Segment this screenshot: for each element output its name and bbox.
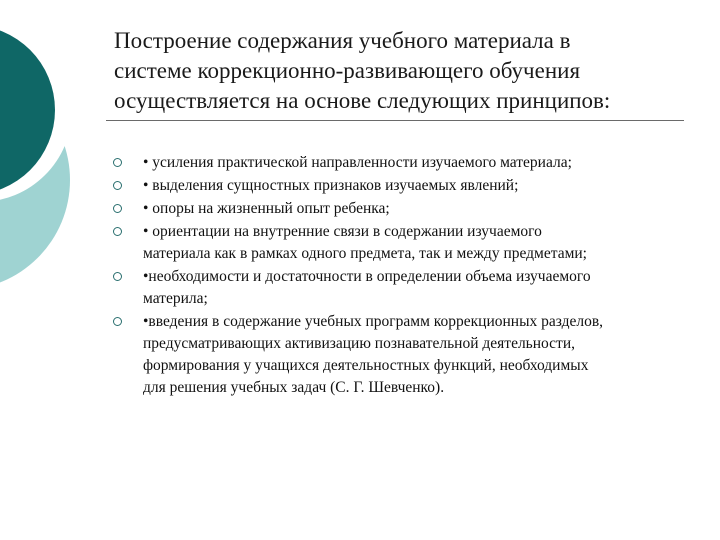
list-item-text: для решения учебных задач (С. Г. Шевченко). [143,379,445,396]
list-item-text: • ориентации на внутренние связи в содержании изучаемого [143,223,542,240]
list-item-text: материала как в рамках одного предмета, так и между предметами; [143,245,587,262]
slide-title [114,26,694,116]
title-line-3: осуществляется на основе следующих принципов: [114,88,611,113]
decorative-circles [0,0,120,300]
list-item [113,266,703,310]
list-item-text: • выделения сущностных признаков изучаемых явлений; [143,177,519,194]
circle-bullet-icon [113,317,122,326]
list-item-text: •введения в содержание учебных программ коррекционных разделов, [143,313,604,330]
list-item [113,175,703,197]
list-item-text: формирования у учащихся деятельностных функций, необходимых [143,357,589,374]
list-item-text: предусматривающих активизацию познавательной деятельности, [143,335,576,352]
circle-bullet-icon [113,227,122,236]
circle-bullet-icon [113,204,122,213]
circle-bullet-icon [113,158,122,167]
list-item [113,311,703,399]
list-item-text: материла; [143,290,208,307]
title-line-1: Построение содержания учебного материала в [114,28,571,53]
list-item [113,221,703,265]
circle-bullet-icon [113,272,122,281]
title-line-2: системе коррекционно-развивающего обучения [114,58,581,83]
circle-bullet-icon [113,181,122,190]
list-item-text: •необходимости и достаточности в определении объема изучаемого [143,268,591,285]
principles-list [113,152,703,400]
list-item-text: • усиления практической направленности изучаемого материала; [143,154,572,171]
list-item-text: • опоры на жизненный опыт ребенка; [143,200,390,217]
list-item [113,198,703,220]
list-item [113,152,703,174]
title-divider [106,120,684,121]
